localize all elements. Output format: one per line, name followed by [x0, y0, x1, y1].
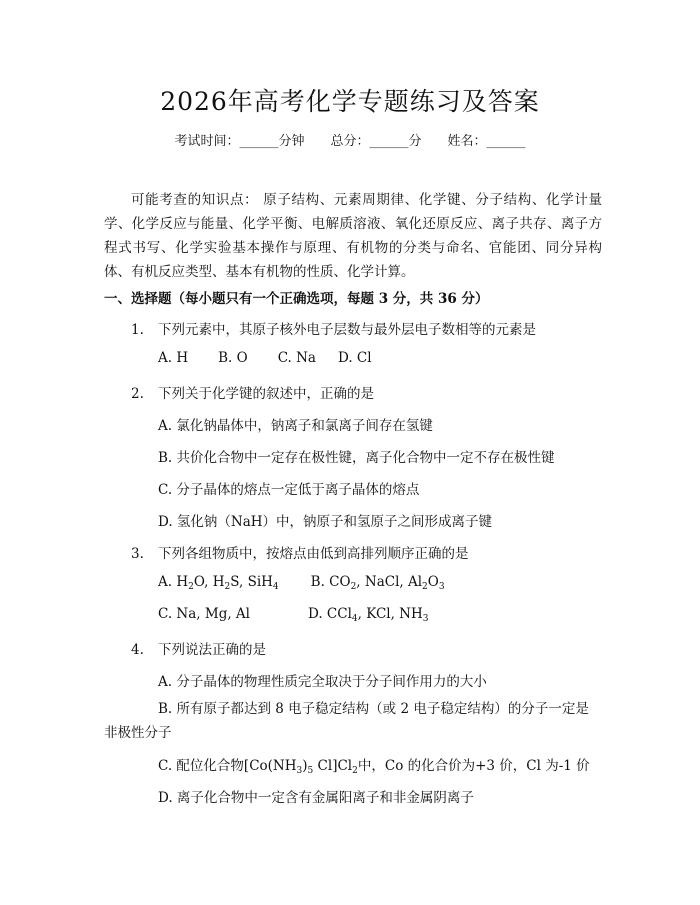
- question-1-options: [158, 350, 372, 366]
- time-blank: ______: [239, 134, 279, 149]
- score-unit: 分: [408, 134, 422, 149]
- option-d: D. CCl$_4$, KCl, $NH_3$: [308, 606, 429, 624]
- option-c: C. Na, Mg, Al: [158, 606, 250, 622]
- option-a: A. 氯化钠晶体中，钠离子和氯离子间存在氢键: [158, 418, 433, 434]
- exam-meta-line: [0, 130, 700, 149]
- section-heading: 一、选择题（每小题只有一个正确选项，每题 3 分，共 36 分）: [104, 291, 489, 307]
- name-label: 姓名：: [447, 134, 487, 149]
- time-unit: 分钟: [278, 134, 305, 149]
- question-number: 4.: [131, 642, 144, 658]
- option-b: B. $CO_2$, NaCl, $Al_2O_3$: [310, 574, 445, 592]
- time-label: 考试时间：: [174, 134, 240, 149]
- name-blank: ______: [486, 134, 526, 149]
- option-c: C. Na: [277, 350, 316, 366]
- option-a: A. $H_2O$, $H_2S$, SiH$_4$: [158, 574, 279, 592]
- question-1: [131, 318, 536, 338]
- option-a: A. 分子晶体的物理性质完全取决于分子间作用力的大小: [158, 674, 487, 690]
- question-text: 下列各组物质中，按熔点由低到高排列顺序正确的是: [158, 546, 469, 562]
- question-3-options-ab: [158, 574, 445, 590]
- option-b: B. 所有原子都达到 8 电子稳定结构（或 2 电子稳定结构）的分子一定是非极性分子: [104, 701, 589, 741]
- question-4: [131, 638, 266, 658]
- knowledge-points: 可能考查的知识点： 原子结构、元素周期律、化学键、分子结构、化学计量学、化学反应与能量、化学平衡、电解质溶液、氧化还原反应、离子共存、离子方程式书写、化学实验基本操作与原理、有机物的分类与命名、官能团、同分异构体、有机反应类型、基本有机物的性质、化学计算。: [104, 192, 602, 280]
- score-blank: ______: [369, 134, 409, 149]
- question-number: 3.: [131, 546, 144, 562]
- page-title: 2026年高考化学专题练习及答案: [160, 87, 540, 116]
- option-c: C. 配位化合物[$Co(NH_3)_5$ $Cl]Cl_2$中，Co 的化合价为+3 价，Cl 为-1 价: [158, 758, 590, 776]
- option-d: D. Cl: [337, 350, 372, 366]
- question-text: 下列元素中，其原子核外电子层数与最外层电子数相等的元素是: [158, 322, 536, 338]
- option-d: D. 氢化钠（NaH）中，钠原子和氢原子之间形成离子键: [158, 514, 493, 530]
- question-3-options-cd: [158, 606, 429, 622]
- option-b: B. O: [218, 350, 248, 366]
- question-text: 下列说法正确的是: [158, 642, 266, 658]
- option-d: D. 离子化合物中一定含有金属阳离子和非金属阴离子: [158, 790, 474, 806]
- score-label: 总分：: [330, 134, 370, 149]
- question-2: [131, 382, 374, 402]
- option-a: A. H: [158, 350, 189, 366]
- question-text: 下列关于化学键的叙述中，正确的是: [158, 386, 374, 402]
- question-number: 1.: [131, 322, 144, 338]
- question-number: 2.: [131, 386, 144, 402]
- option-c: C. 分子晶体的熔点一定低于离子晶体的熔点: [158, 482, 420, 498]
- question-3: [131, 542, 469, 562]
- option-b: B. 共价化合物中一定存在极性键，离子化合物中一定不存在极性键: [158, 450, 555, 466]
